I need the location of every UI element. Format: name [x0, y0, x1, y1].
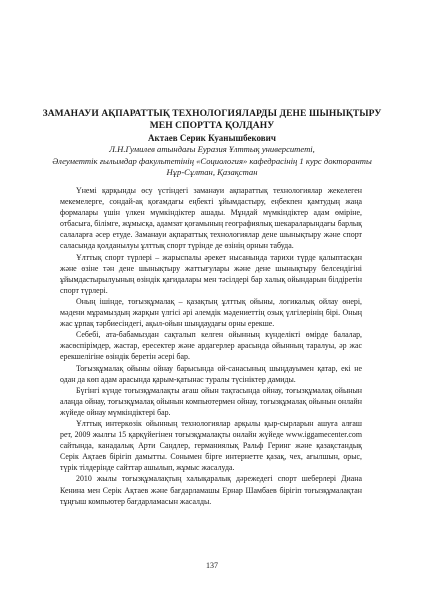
body-paragraph-5: Тоғызқұмалақ ойыны ойнау барысында ой-санасының шыңдауымен қатар, екі не одан да көп адам арасында қарым-қатынас туралы түсініктер дамиды. — [60, 363, 362, 384]
page-number: 137 — [206, 561, 218, 570]
affiliation-line-2: Әлеуметтік ғылымдар факультетінің «Социология» кафедрасінің 1 курс докторанты — [52, 155, 372, 166]
article-header — [28, 108, 396, 179]
affiliation-line-1: Л.Н.Гумилев атындағы Еуразия Ұлттық университеті, — [109, 144, 315, 154]
body-paragraph-7: Ұлттық интеркөзік ойынның технологиялар арқылы қыр-сырларын ашуға алғаш рет, 2009 жылғы 15 қарқүйегінен тоғызқұмалақты онлайн жүйеде www.iggamecenter.com сайтында, канадалық Арти Сандлер, германиялық Ральф Геринг және қазақстандық Серік Ақтаев бірігіп дамытты. Сонымен бірге интернетте қазақ, чех, ағылшын, орыс, түрік тілдерінде сайттар ашылып, жұмыс жасалуда. — [60, 418, 362, 473]
article-title-line-1: ЗАМАНАУИ АҚПАРАТТЫҚ ТЕХНОЛОГИЯЛАРДЫ ДЕНЕ ШЫНЫҚТЫРУ — [42, 109, 382, 119]
body-paragraph-8: 2010 жылы тоғызқұмалақтың халықаралық дәрежедегі спорт шеберлері Диана Кенина мен Серік Ақтаев және бағдарламашы Ернар Шамбаев бірігіп тоғызқұмалақтан тұңғыш компьютер бағдарламасын жасалды. — [60, 474, 362, 506]
body-paragraph-4: Себебі, ата-бабамыздан сақталып келген ойынның күнделікті өмірде балалар, жасөспірімдер, жастар, ересектер және ардагерлер арасында ойынның таралуы, әр жас ерекшелігіне өзіндік беретін әсері бар. — [60, 330, 362, 362]
body-paragraph-3: Оның ішінде, тоғызқұмалақ – қазақтың ұлттық ойыны, логикалық ойлау өнері, мәдени мұрамыздың жарқын үлгісі әрі әлемдік мәдениеттің озық үлгілерінің бірі. Оның жас ұрпақ тәрбиесіндегі, ақыл-ойын шыңдаудағы орны ерекше. — [60, 296, 362, 329]
article-title-line-2: МЕН СПОРТТА ҚОЛДАНУ — [149, 121, 275, 131]
body-paragraph-6: Бүгінгі күнде тоғызқұмалақты ағаш ойын тақтасында ойнау, тоғызқұмалақ ойынын алаңда ойнау, тоғызқұмалақ ойынын компьютермен ойнау, тоғызқұмалақ ойынын онлайн жүйеде ойнау мүмкіндіктері бар. — [60, 385, 362, 417]
author-name: Актаев Серик Куанышбекович — [148, 133, 276, 143]
body-paragraph-1: Үнемі қарқынды өсу үстіндегі заманауи ақпараттық технологиялар жекелеген мекемелерге, сондай-ақ қоғамдағы еңбекті ұйымдастыру, еңбекпен қамтудың жаңа формалары үшін үлкен мүмкіндіктер ашады. Мұндай мүмкіндіктер адам өміріне, отбасыға, білімге, жұмысқа, адамзат қоғамының географиялық шекараларындағы барлық салаларға әсер етуде. Заманауи ақпараттық технологиялар дене шынықтыру және спорт саласында қолданылуы ұлттық спорт түрінде де өзінің орнын табуда. — [60, 186, 363, 251]
article-body — [60, 185, 362, 507]
affiliation-line-3: Нұр-Сұлтан, Қазақстан — [166, 167, 258, 177]
body-paragraph-2: Ұлттық спорт түрлері – жарыспалы әрекет нысанында тарихи түрде қалыптасқан және өзіне тән дене шынықтыру жаттығулары және дене шынықтыру белсендігіні ұйымдастырылуының өзіндік қағидалары мен тәсілдері бар халық ойындарын білдіретін спорт түрлері. — [60, 252, 362, 295]
